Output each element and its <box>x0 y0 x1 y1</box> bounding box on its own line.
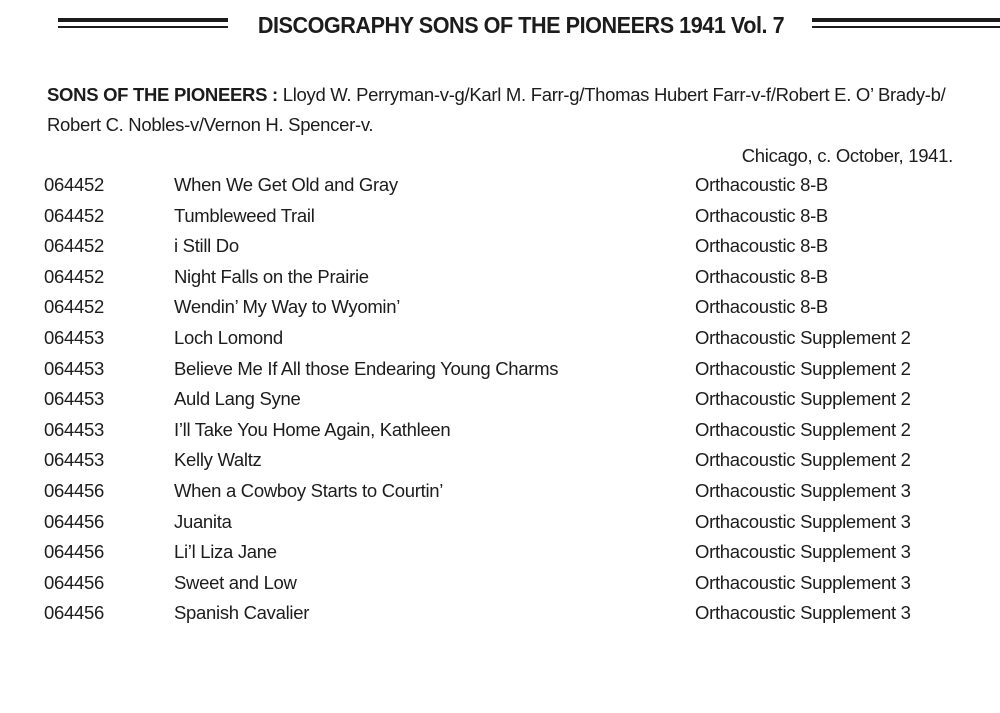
track-issue: Orthacoustic Supplement 3 <box>695 510 911 532</box>
track-issue: Orthacoustic 8-B <box>695 174 828 195</box>
personnel-line-2: Robert C. Nobles-v/Vernon H. Spencer-v. <box>47 114 374 135</box>
track-title: When We Get Old and Gray <box>174 174 398 195</box>
track-matrix: 064456 <box>44 541 104 563</box>
track-matrix: 064453 <box>44 388 104 410</box>
header-rule-right <box>812 18 1000 30</box>
track-row <box>0 262 1000 293</box>
track-row <box>0 507 1000 538</box>
track-issue: Orthacoustic Supplement 2 <box>695 388 911 410</box>
track-title: I’ll Take You Home Again, Kathleen <box>174 418 451 440</box>
track-title: Auld Lang Syne <box>174 388 301 410</box>
track-row <box>0 476 1000 507</box>
track-matrix: 064456 <box>44 602 104 624</box>
track-issue: Orthacoustic Supplement 2 <box>695 449 911 471</box>
track-issue: Orthacoustic Supplement 2 <box>695 326 911 348</box>
track-title: Tumbleweed Trail <box>174 204 315 226</box>
track-matrix: 064452 <box>44 296 104 318</box>
track-issue: Orthacoustic 8-B <box>695 296 828 318</box>
track-row <box>0 323 1000 354</box>
track-matrix: 064456 <box>44 510 104 532</box>
track-title: Wendin’ My Way to Wyomin’ <box>174 296 401 318</box>
track-row <box>0 384 1000 415</box>
track-issue: Orthacoustic Supplement 3 <box>695 479 911 501</box>
track-issue: Orthacoustic 8-B <box>695 265 828 287</box>
track-matrix: 064456 <box>44 571 104 593</box>
track-title: Juanita <box>174 510 232 532</box>
track-matrix: 064452 <box>44 265 104 287</box>
track-row <box>0 537 1000 568</box>
track-issue: Orthacoustic Supplement 2 <box>695 357 911 379</box>
track-matrix: 064453 <box>44 418 104 440</box>
track-issue: Orthacoustic Supplement 3 <box>695 602 911 624</box>
page-header <box>0 8 1000 42</box>
track-issue: Orthacoustic Supplement 2 <box>695 418 911 440</box>
track-row <box>0 598 1000 629</box>
track-issue: Orthacoustic Supplement 3 <box>695 541 911 563</box>
track-matrix: 064452 <box>44 235 104 257</box>
track-matrix: 064452 <box>44 174 104 195</box>
personnel-line-1: Lloyd W. Perryman-v-g/Karl M. Farr-g/Thomas Hubert Farr-v-f/Robert E. O’ Brady-b/ <box>282 84 946 105</box>
track-row <box>0 201 1000 232</box>
track-matrix: 064453 <box>44 449 104 471</box>
session-location-date: Chicago, c. October, 1941. <box>741 145 953 166</box>
track-row <box>0 170 1000 201</box>
track-matrix: 064452 <box>44 204 104 226</box>
header-rule-left <box>58 18 228 30</box>
track-row <box>0 292 1000 323</box>
track-issue: Orthacoustic Supplement 3 <box>695 571 911 593</box>
track-row <box>0 354 1000 385</box>
track-list <box>0 170 1000 629</box>
track-title: Believe Me If All those Endearing Young Charms <box>174 357 559 379</box>
track-title: Loch Lomond <box>174 326 283 348</box>
track-issue: Orthacoustic 8-B <box>695 204 828 226</box>
track-row <box>0 568 1000 599</box>
track-row <box>0 415 1000 446</box>
track-title: Li’l Liza Jane <box>174 541 277 563</box>
track-title: Kelly Waltz <box>174 449 262 471</box>
track-title: i Still Do <box>174 235 239 257</box>
track-matrix: 064453 <box>44 326 104 348</box>
track-title: When a Cowboy Starts to Courtin’ <box>174 479 444 501</box>
track-title: Sweet and Low <box>174 571 297 593</box>
track-issue: Orthacoustic 8-B <box>695 235 828 257</box>
page-title: DISCOGRAPHY SONS OF THE PIONEERS 1941 Vol. 7 <box>257 12 785 38</box>
track-title: Night Falls on the Prairie <box>174 265 369 287</box>
track-matrix: 064456 <box>44 479 104 501</box>
track-row <box>0 445 1000 476</box>
personnel-block <box>47 80 977 140</box>
group-name: SONS OF THE PIONEERS : <box>47 84 278 105</box>
track-row <box>0 231 1000 262</box>
track-title: Spanish Cavalier <box>174 602 310 624</box>
track-matrix: 064453 <box>44 357 104 379</box>
